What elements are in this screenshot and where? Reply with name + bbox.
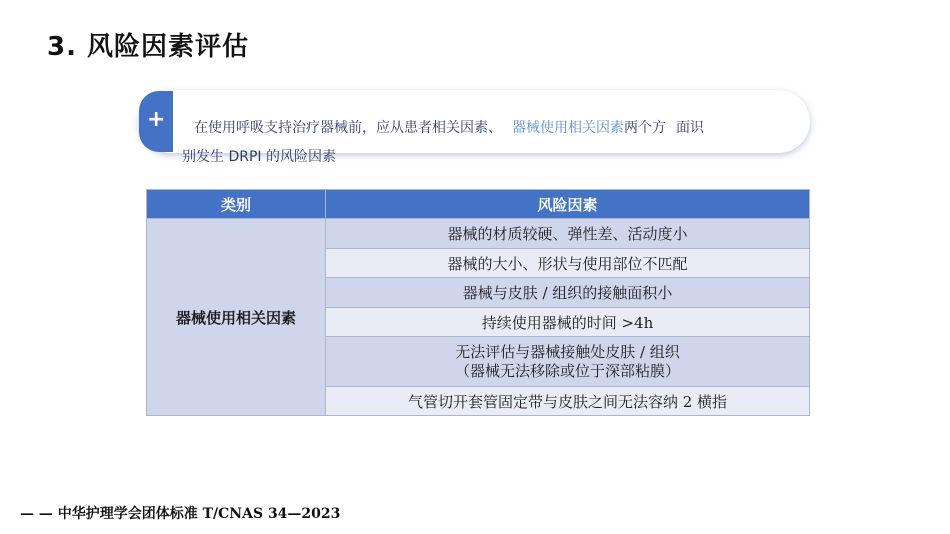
risk-factor-cell — [326, 337, 810, 387]
callout-text-part2: 两个方 — [624, 120, 666, 136]
table-row — [147, 219, 810, 249]
risk-factor-table — [146, 189, 810, 416]
callout-highlight: 器械使用相关因素 — [512, 120, 624, 136]
table-header-row — [147, 190, 810, 219]
slide-title: 3. 风险因素评估 — [47, 32, 250, 62]
risk-factor-cell: 器械与皮肤 / 组织的接触面积小 — [326, 278, 810, 308]
risk-factor-cell: 器械的材质较硬、弹性差、活动度小 — [326, 219, 810, 249]
risk-factor-cell: 持续使用器械的时间 >4h — [326, 308, 810, 337]
header-risk-factor: 风险因素 — [326, 190, 810, 219]
risk-factor-cell: 器械的大小、形状与使用部位不匹配 — [326, 249, 810, 278]
callout-text-part3: 面识 — [676, 120, 704, 136]
callout-text-part1: 在使用呼吸支持治疗器械前，应从患者相关因素、 — [194, 120, 502, 136]
header-category: 类别 — [147, 190, 326, 219]
plus-icon: + — [147, 107, 166, 132]
callout-text-line2: 别发生 DRPI 的风险因素 — [182, 149, 336, 165]
category-cell: 器械使用相关因素 — [147, 219, 326, 416]
risk-factor-line: （器械无法移除或位于深部粘膜） — [454, 361, 680, 380]
risk-factor-line: 无法评估与器械接触处皮肤 / 组织 — [455, 342, 680, 361]
callout-text — [182, 114, 798, 172]
footer-source: — — 中华护理学会团体标准 T/CNAS 34—2023 — [20, 506, 341, 522]
risk-factor-cell: 气管切开套管固定带与皮肤之间无法容纳 2 横指 — [326, 387, 810, 416]
